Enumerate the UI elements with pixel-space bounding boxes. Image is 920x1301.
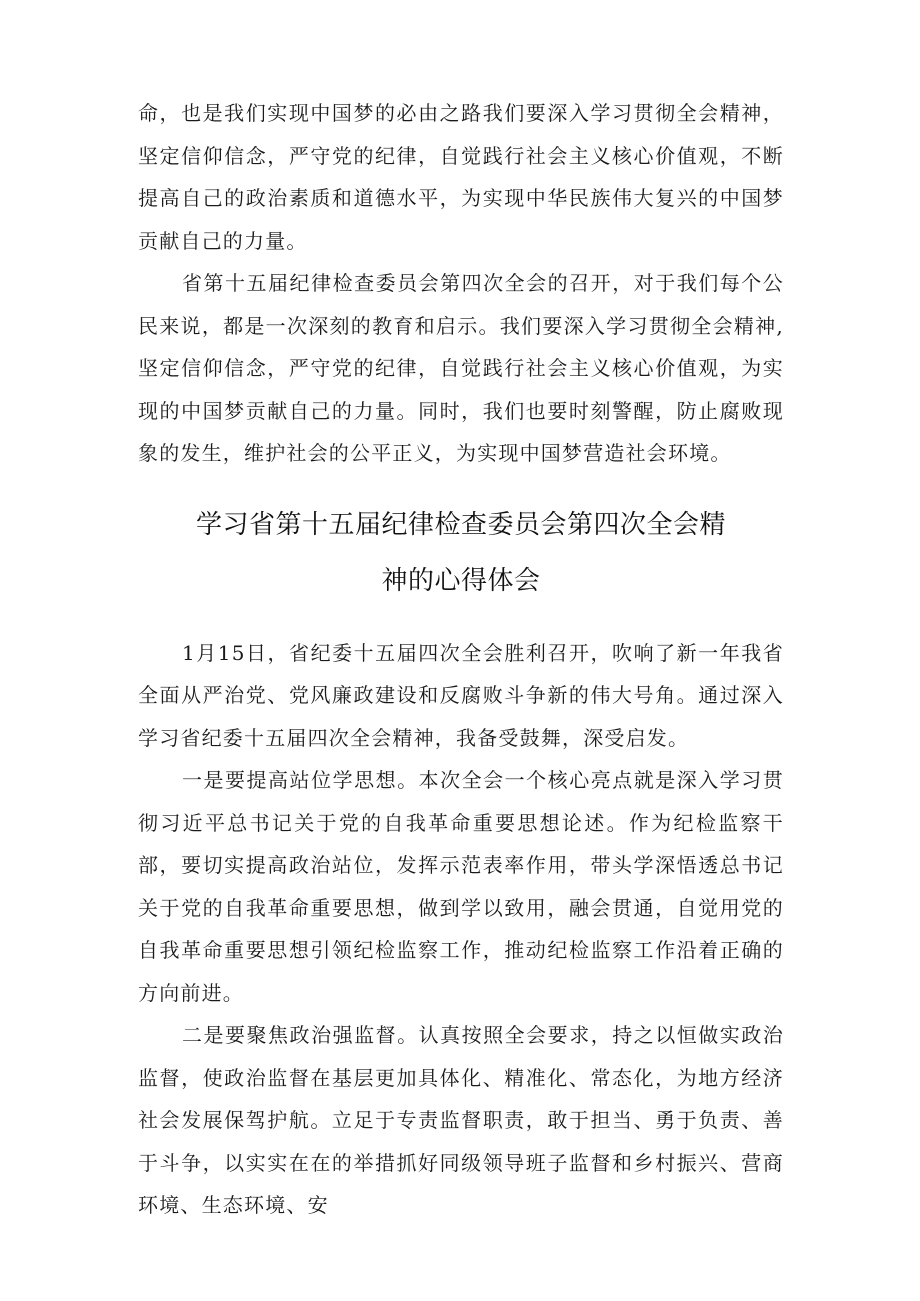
article-title-line-2: 神的心得体会 (381, 565, 541, 596)
paragraph: 1月15日，省纪委十五届四次全会胜利召开，吹响了新一年我省全面从严治党、党风廉政建设和反腐败斗争新的伟大号角。通过深入学习省纪委十五届四次全会精神，我备受鼓舞，深受启发。 (138, 640, 784, 750)
article-title-line-1: 学习省第十五届纪律检查委员会第四次全会精 (195, 509, 726, 540)
paragraph-continued: 命，也是我们实现中国梦的必由之路我们要深入学习贯彻全会精神，坚定信仰信念，严守党的纪律，自觉践行社会主义核心价值观，不断提高自己的政治素质和道德水平，为实现中华民族伟大复兴的中国梦贡献自己的力量。 (138, 101, 784, 253)
paragraph: 一是要提高站位学思想。本次全会一个核心亮点就是深入学习贯彻习近平总书记关于党的自我革命重要思想论述。作为纪检监察干部，要切实提高政治站位，发挥示范表率作用，带头学深悟透总书记关于党的自我革命重要思想，做到学以致用，融会贯通，自觉用党的自我革命重要思想引领纪检监察工作，推动纪检监察工作沿着正确的方向前进。 (138, 768, 784, 1005)
paragraph: 二是要聚焦政治强监督。认真按照全会要求，持之以恒做实政治监督，使政治监督在基层更加具体化、精准化、常态化，为地方经济社会发展保驾护航。立足于专责监督职责，敢于担当、勇于负责、善于斗争，以实实在在的举措抓好同级领导班子监督和乡村振兴、营商环境、生态环境、安 (138, 1023, 784, 1217)
paragraph: 省第十五届纪律检查委员会第四次全会的召开，对于我们每个公民来说，都是一次深刻的教育和启示。我们要深入学习贯彻全会精神,坚定信仰信念，严守党的纪律，自觉践行社会主义核心价值观，为实现的中国梦贡献自己的力量。同时，我们也要时刻警醒，防止腐败现象的发生，维护社会的公平正义，为实现中国梦营造社会环境。 (138, 271, 784, 465)
document-body (138, 92, 784, 1227)
article-title (138, 497, 784, 609)
